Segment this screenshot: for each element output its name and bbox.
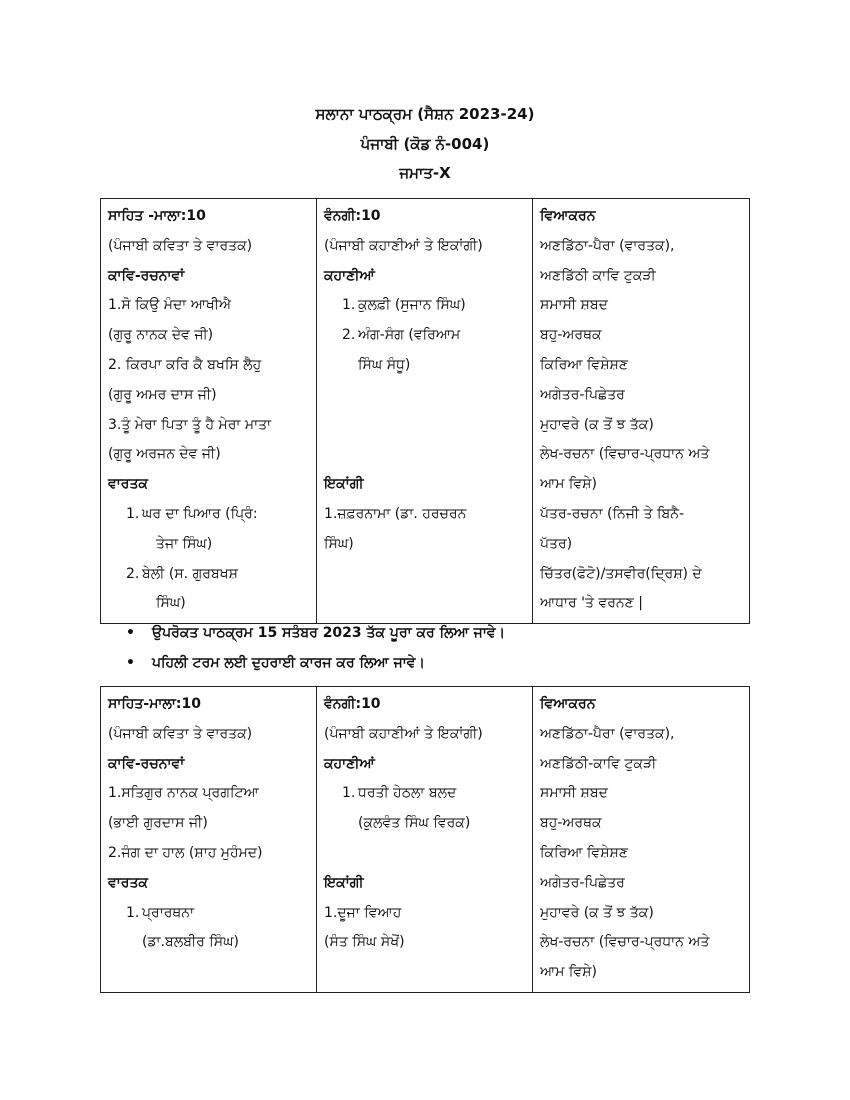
prose-heading: ਵਾਰਤਕ (108, 874, 148, 891)
list-item: • ਪਹਿਲੀ ਟਰਮ ਲਈ ਦੁਹਰਾਈ ਕਾਰਜ ਕਰ ਲਿਆ ਜਾਵੇ। (126, 655, 425, 671)
grammar-item: ਸਮਾਸੀ ਸ਼ਬਦ (540, 785, 608, 802)
notes-list (122, 618, 505, 678)
cell-subheading: (ਪੰਜਾਬੀ ਕਵਿਤਾ ਤੇ ਵਾਰਤਕ) (108, 237, 253, 254)
stories-heading: ਕਹਾਣੀਆਂ (324, 755, 375, 772)
play-heading: ਇਕਾਂਗੀ (324, 874, 364, 891)
grammar-cell (533, 687, 750, 993)
play-line: 1.ਜ਼ਫ਼ਰਨਾਮਾ (ਡਾ. ਹਰਚਰਨ (324, 505, 467, 522)
literature-cell (101, 199, 317, 624)
grammar-item: ਅਣਡਿੱਠਾ-ਪੈਰਾ (ਵਾਰਤਕ), (540, 725, 675, 742)
grammar-item: ਕਿਰਿਆ ਵਿਸ਼ੇਸ਼ਣ (540, 844, 628, 861)
poem-line: 1.ਸਤਿਗੁਰ ਨਾਨਕ ਪ੍ਰਗਟਿਆ (108, 785, 259, 802)
list-item: 2. ਬੇਲੀ (ਸ. ਗੁਰਬਖਸ਼ (126, 565, 238, 582)
grammar-item: ਅਣਡਿੱਠੀ-ਕਾਵਿ ਟੁਕੜੀ (540, 755, 657, 772)
grammar-item: ਸਮਾਸੀ ਸ਼ਬਦ (540, 297, 608, 314)
poem-line: 2. ਕਿਰਪਾ ਕਰਿ ਕੈ ਬਖਸਿ ਲੈਹੁ (108, 356, 262, 373)
list-item: 1. ਪ੍ਰਾਰਥਨਾ (126, 904, 195, 921)
list-item: 1. ਕੁਲਫ਼ੀ (ਸੁਜਾਨ ਸਿੰਘ) (342, 297, 466, 314)
page-title: ਸਲਾਨਾ ਪਾਠਕ੍ਰਮ (ਸੈਸ਼ਨ 2023-24) (315, 105, 535, 123)
list-item-continuation: (ਕੁਲਵੰਤ ਸਿੰਘ ਵਿਰਕ) (358, 815, 471, 832)
list-item: 1. ਧਰਤੀ ਹੇਠਲਾ ਬਲਦ (342, 785, 457, 802)
poem-line: (ਭਾਈ ਗੁਰਦਾਸ ਜੀ) (108, 815, 208, 832)
list-item-continuation: ਸਿੰਘ ਸੰਧੂ) (358, 356, 411, 373)
table-row (101, 199, 750, 624)
grammar-item: ਕਿਰਿਆ ਵਿਸ਼ੇਸ਼ਣ (540, 356, 628, 373)
list-item-continuation: (ਡਾ.ਬਲਬੀਰ ਸਿੰਘ) (142, 934, 240, 951)
poem-line: 3.ਤੂੰ ਮੇਰਾ ਪਿਤਾ ਤੂੰ ਹੈ ਮੇਰਾ ਮਾਤਾ (108, 416, 272, 433)
table-row (101, 687, 750, 993)
cell-subheading: (ਪੰਜਾਬੀ ਕਹਾਣੀਆਂ ਤੇ ਇਕਾਂਗੀ) (324, 725, 483, 742)
subject-title: ਪੰਜਾਬੀ (ਕੋਡ ਨੰ-004) (360, 135, 490, 153)
grammar-cell (533, 199, 750, 624)
cell-heading: ਸਾਹਿਤ -ਮਾਲਾ:10 (108, 208, 206, 224)
list-item: • ਉਪਰੋਕਤ ਪਾਠਕ੍ਰਮ 15 ਸਤੰਬਰ 2023 ਤੱਕ ਪੂਰਾ ਕਰ ਲਿਆ ਜਾਵੇ। (126, 625, 506, 641)
list-item: 2. ਅੰਗ-ਸੰਗ (ਵਰਿਆਮ (342, 327, 461, 344)
list-item-continuation: ਤੇਜਾ ਸਿੰਘ) (156, 535, 213, 552)
stories-cell (317, 687, 533, 993)
class-title: ਜਮਾਤ-X (399, 164, 451, 182)
grammar-item: ਆਧਾਰ 'ਤੇ ਵਰਨਣ | (540, 595, 643, 612)
prose-heading: ਵਾਰਤਕ (108, 476, 148, 493)
play-heading: ਇਕਾਂਗੀ (324, 476, 364, 493)
play-line: 1.ਦੂਜਾ ਵਿਆਹ (324, 904, 402, 921)
stories-cell (317, 199, 533, 624)
grammar-item: ਆਮ ਵਿਸ਼ੇ) (540, 476, 597, 493)
grammar-item: ਮੁਹਾਵਰੇ (ਕ ਤੋਂ ਝ ਤੱਕ) (540, 904, 654, 921)
grammar-item: ਪੱਤਰ) (540, 535, 573, 552)
play-line: ਸਿੰਘ) (324, 535, 354, 552)
poetry-heading: ਕਾਵਿ-ਰਚਨਾਵਾਂ (108, 267, 185, 284)
poem-line: 2.ਜੰਗ ਦਾ ਹਾਲ (ਸ਼ਾਹ ਮੁਹੰਮਦ) (108, 844, 263, 861)
list-item: 1. ਘਰ ਦਾ ਪਿਆਰ (ਪ੍ਰਿੰ: (126, 505, 258, 522)
grammar-item: ਮੁਹਾਵਰੇ (ਕ ਤੋਂ ਝ ਤੱਕ) (540, 416, 654, 433)
poem-line: 1.ਸੋ ਕਿਉ ਮੰਦਾ ਆਖੀਐ (108, 297, 232, 314)
grammar-item: ਚਿੱਤਰ(ਫੋਟੋ)/ਤਸਵੀਰ(ਦ੍ਰਿਸ਼) ਦੇ (540, 565, 702, 582)
cell-subheading: (ਪੰਜਾਬੀ ਕਹਾਣੀਆਂ ਤੇ ਇਕਾਂਗੀ) (324, 237, 483, 254)
cell-heading: ਵਿਆਕਰਨ (540, 696, 596, 712)
cell-heading: ਵੰਨਗੀ:10 (324, 208, 381, 224)
grammar-item: ਅਗੇਤਰ-ਪਿਛੇਤਰ (540, 874, 625, 891)
grammar-item: ਆਮ ਵਿਸ਼ੇ) (540, 964, 597, 981)
cell-heading: ਸਾਹਿਤ-ਮਾਲਾ:10 (108, 696, 201, 712)
cell-subheading: (ਪੰਜਾਬੀ ਕਵਿਤਾ ਤੇ ਵਾਰਤਕ) (108, 725, 253, 742)
play-line: (ਸੰਤ ਸਿੰਘ ਸੇਖੋਂ) (324, 934, 405, 951)
grammar-item: ਅਗੇਤਰ-ਪਿਛੇਤਰ (540, 386, 625, 403)
poem-line: (ਗੁਰੂ ਅਰਜਨ ਦੇਵ ਜੀ) (108, 446, 221, 463)
grammar-item: ਬਹੁ-ਅਰਥਕ (540, 327, 602, 344)
grammar-item: ਲੇਖ-ਰਚਨਾ (ਵਿਚਾਰ-ਪ੍ਰਧਾਨ ਅਤੇ (540, 934, 710, 951)
grammar-item: ਅਣਡਿੱਠੀ ਕਾਵਿ ਟੁਕੜੀ (540, 267, 656, 284)
stories-heading: ਕਹਾਣੀਆਂ (324, 267, 375, 284)
poem-line: (ਗੁਰੂ ਨਾਨਕ ਦੇਵ ਜੀ) (108, 327, 214, 344)
syllabus-table-term2 (100, 686, 750, 993)
grammar-item: ਲੇਖ-ਰਚਨਾ (ਵਿਚਾਰ-ਪ੍ਰਧਾਨ ਅਤੇ (540, 446, 710, 463)
cell-heading: ਵੰਨਗੀ:10 (324, 696, 381, 712)
poem-line: (ਗੁਰੂ ਅਮਰ ਦਾਸ ਜੀ) (108, 386, 217, 403)
list-item-continuation: ਸਿੰਘ) (156, 595, 186, 612)
cell-heading: ਵਿਆਕਰਨ (540, 208, 596, 224)
syllabus-table-term1 (100, 198, 750, 624)
poetry-heading: ਕਾਵਿ-ਰਚਨਾਵਾਂ (108, 755, 185, 772)
literature-cell (101, 687, 317, 993)
grammar-item: ਅਣਡਿੱਠਾ-ਪੈਰਾ (ਵਾਰਤਕ), (540, 237, 675, 254)
grammar-item: ਬਹੁ-ਅਰਥਕ (540, 815, 602, 832)
grammar-item: ਪੱਤਰ-ਰਚਨਾ (ਨਿਜੀ ਤੇ ਬਿਨੈ- (540, 505, 685, 522)
